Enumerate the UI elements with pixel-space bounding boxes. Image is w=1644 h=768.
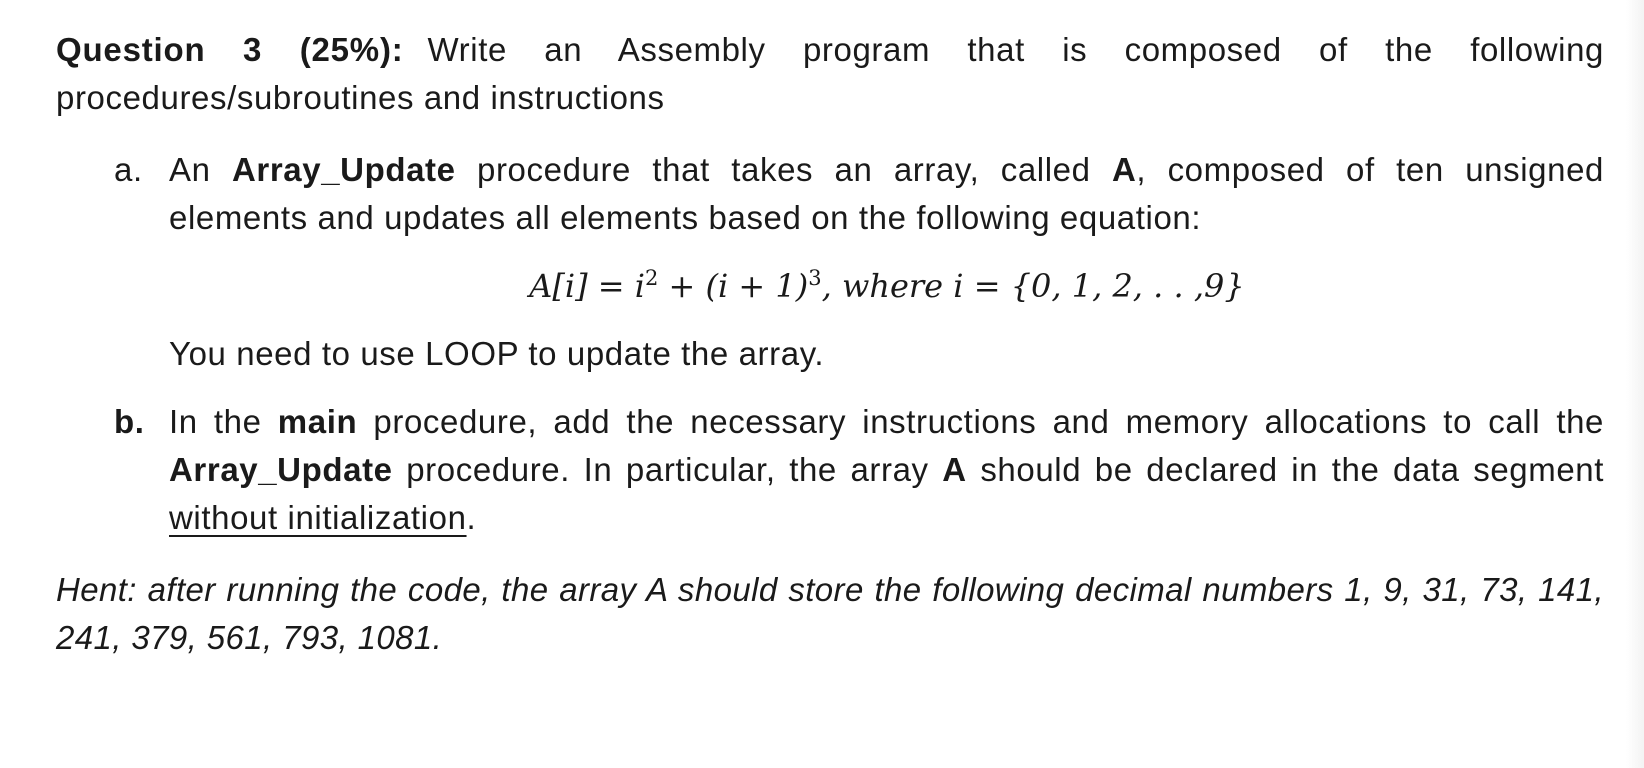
equation-middle: + (i + 1) (658, 267, 809, 305)
part-b-text-1: In the (169, 403, 262, 440)
document-body (56, 26, 1604, 662)
question-heading: Question 3 (25%): (56, 31, 404, 68)
part-b-text-4: should be declared in the data segment (980, 451, 1604, 488)
equation (56, 262, 1604, 310)
part-b-text-2: procedure, add the necessary instructions and memory allocations to call the (373, 403, 1604, 440)
part-b-underlined-phrase: without initialization (169, 499, 467, 536)
part-b-main-procedure: main (277, 403, 358, 440)
part-b-text-5: . (466, 499, 477, 536)
equation-lhs: A[i] = i (529, 267, 645, 305)
part-a-text-2: procedure that takes an array, called (477, 151, 1091, 188)
part-b-text-3: procedure. In particular, the array (406, 451, 929, 488)
part-a-marker: a. (114, 151, 143, 188)
part-b-marker: b. (114, 403, 145, 440)
equation-where-clause: , where i = {0, 1, 2, . . ,9} (821, 267, 1245, 305)
equation-exponent-3: 3 (808, 266, 822, 290)
equation-exponent-2: 2 (644, 266, 659, 290)
part-a-procedure-name: Array_Update (231, 151, 456, 188)
page-edge-shadow (1626, 0, 1644, 768)
question-paragraph (56, 26, 1604, 122)
part-b-array-name: A (942, 451, 967, 488)
part-b-procedure-name: Array_Update (169, 451, 393, 488)
hint-paragraph: Hent: after running the code, the array A should store the following decimal numbers 1, 9, 31, 73, 141, 241, 379, 561, 793, 1081. (56, 571, 1604, 656)
question-intro: Write an Assembly program that is composed of the following procedures/subroutines and instructions (56, 31, 1605, 116)
part-a (56, 146, 1604, 242)
part-a-array-name: A (1111, 151, 1137, 188)
part-b (56, 398, 1604, 542)
part-a-text-3: , composed of ten unsigned elements and updates all elements based on the following equation: (169, 151, 1604, 236)
part-a-loop-note: You need to use LOOP to update the array. (169, 335, 825, 372)
part-a-text-1: An (169, 151, 211, 188)
